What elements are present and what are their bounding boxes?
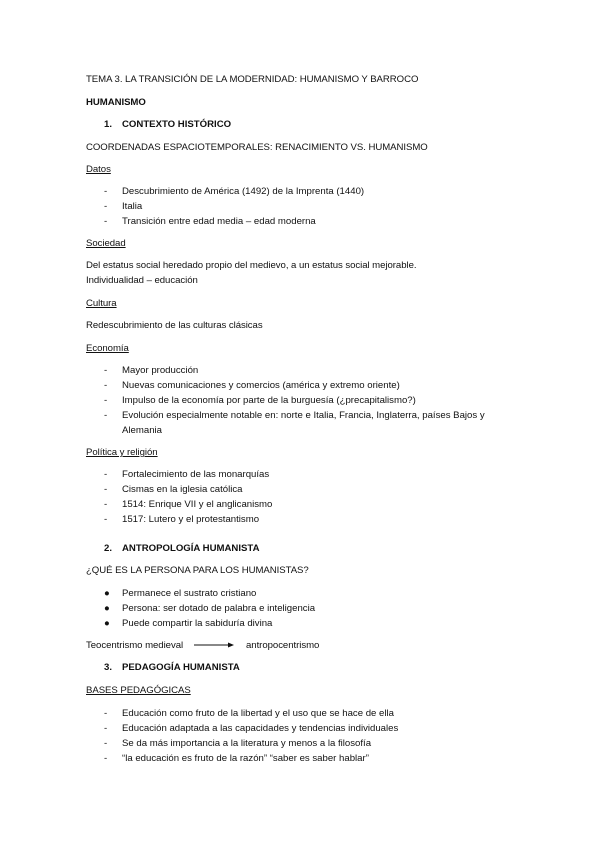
persona-item: Puede compartir la sabiduría divina	[122, 618, 273, 629]
section-1-number: 1.	[104, 119, 113, 130]
section-heading-humanismo: HUMANISMO	[86, 97, 146, 108]
list-dash: -	[104, 410, 108, 421]
economia-heading: Economía	[86, 343, 129, 354]
section-3-title: PEDAGOGÍA HUMANISTA	[122, 662, 240, 673]
economia-item: Nuevas comunicaciones y comercios (américa y extremo oriente)	[122, 380, 400, 391]
section-1-title: CONTEXTO HISTÓRICO	[122, 119, 232, 130]
section-2-number: 2.	[104, 543, 113, 554]
sociedad-text: Del estatus social heredado propio del medievo, a un estatus social mejorable.	[86, 260, 417, 271]
politica-item: Cismas en la iglesia católica	[122, 484, 243, 495]
datos-item: Descubrimiento de América (1492) de la Imprenta (1440)	[122, 186, 365, 197]
list-dash: -	[104, 365, 108, 376]
section-2-title: ANTROPOLOGÍA HUMANISTA	[122, 543, 260, 554]
list-dash: -	[104, 395, 108, 406]
bullet-dot-icon: ●	[104, 603, 110, 614]
sociedad-text: Individualidad – educación	[86, 275, 198, 286]
list-dash: -	[104, 708, 108, 719]
bases-item: “la educación es fruto de la razón” “saber es saber hablar”	[122, 753, 369, 764]
sociedad-heading: Sociedad	[86, 238, 126, 249]
politica-heading: Política y religión	[86, 447, 158, 458]
persona-item: Persona: ser dotado de palabra e inteligencia	[122, 603, 316, 614]
coordinates-heading: COORDENADAS ESPACIOTEMPORALES: RENACIMIENTO VS. HUMANISMO	[86, 142, 428, 153]
bases-item: Se da más importancia a la literatura y menos a la filosofía	[122, 738, 372, 749]
teocentrismo-label: Teocentrismo medieval	[86, 640, 184, 651]
cultura-text: Redescubrimiento de las culturas clásicas	[86, 320, 263, 331]
bases-item: Educación adaptada a las capacidades y tendencias individuales	[122, 723, 399, 734]
economia-item: Impulso de la economía por parte de la burguesía (¿precapitalismo?)	[122, 395, 416, 406]
list-dash: -	[104, 753, 108, 764]
section-3-number: 3.	[104, 662, 113, 673]
list-dash: -	[104, 723, 108, 734]
antropocentrismo-label: antropocentrismo	[246, 640, 320, 651]
list-dash: -	[104, 514, 108, 525]
persona-question: ¿QUÉ ES LA PERSONA PARA LOS HUMANISTAS?	[86, 565, 309, 576]
bullet-dot-icon: ●	[104, 588, 110, 599]
bases-heading: BASES PEDAGÓGICAS	[86, 685, 191, 696]
list-dash: -	[104, 469, 108, 480]
economia-item-continuation: Alemania	[122, 425, 162, 436]
document-title: TEMA 3. LA TRANSICIÓN DE LA MODERNIDAD: HUMANISMO Y BARROCO	[86, 74, 419, 85]
datos-item: Italia	[122, 201, 143, 212]
list-dash: -	[104, 201, 108, 212]
persona-item: Permanece el sustrato cristiano	[122, 588, 257, 599]
politica-item: 1517: Lutero y el protestantismo	[122, 514, 260, 525]
datos-heading: Datos	[86, 164, 111, 175]
bullet-dot-icon: ●	[104, 618, 110, 629]
list-dash: -	[104, 216, 108, 227]
list-dash: -	[104, 380, 108, 391]
economia-item: Mayor producción	[122, 365, 199, 376]
economia-item: Evolución especialmente notable en: norte e Italia, Francia, Inglaterra, países Bajos y	[122, 410, 485, 421]
politica-item: 1514: Enrique VII y el anglicanismo	[122, 499, 273, 510]
datos-item: Transición entre edad media – edad moderna	[122, 216, 316, 227]
list-dash: -	[104, 499, 108, 510]
politica-item: Fortalecimiento de las monarquías	[122, 469, 270, 480]
list-dash: -	[104, 484, 108, 495]
cultura-heading: Cultura	[86, 298, 117, 309]
bases-item: Educación como fruto de la libertad y el uso que se hace de ella	[122, 708, 394, 719]
list-dash: -	[104, 186, 108, 197]
list-dash: -	[104, 738, 108, 749]
arrow-right-icon	[194, 641, 234, 649]
